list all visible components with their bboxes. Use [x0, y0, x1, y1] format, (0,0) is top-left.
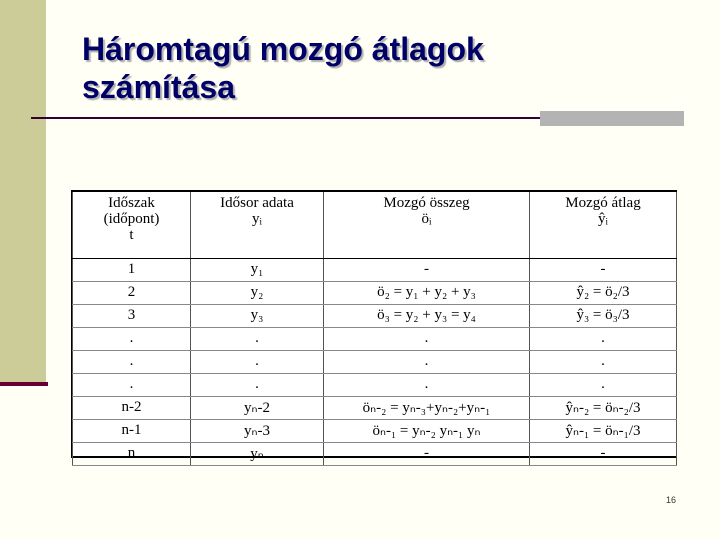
- cell-moving-average: .: [530, 350, 677, 373]
- table-row: [73, 373, 677, 396]
- cell-moving-average: -: [530, 442, 677, 465]
- header-series-line-1: Idősor adata: [220, 195, 294, 211]
- table-row: [73, 350, 677, 373]
- cell-moving-sum: öₙ-₁ = yₙ-₂ yₙ-₁ yₙ: [324, 419, 530, 442]
- table-row: [73, 327, 677, 350]
- table-row: [73, 419, 677, 442]
- header-series-line-2: yᵢ: [252, 211, 262, 227]
- header-avg-line-2: ŷᵢ: [598, 211, 608, 227]
- cell-moving-average: ŷₙ-₂ = öₙ-₂/3: [530, 396, 677, 419]
- cell-series-value: .: [191, 327, 324, 350]
- cell-series-value: y₂: [191, 281, 324, 304]
- slide-title-line-1: Háromtagú mozgó átlagok: [82, 31, 484, 67]
- cell-period: .: [73, 350, 191, 373]
- table-header-row: [73, 192, 677, 258]
- cell-moving-sum: -: [324, 442, 530, 465]
- header-moving-average: [530, 192, 677, 258]
- table-row: [73, 281, 677, 304]
- cell-moving-average: -: [530, 258, 677, 281]
- table-row: [73, 442, 677, 465]
- cell-moving-average: .: [530, 327, 677, 350]
- cell-period: .: [73, 327, 191, 350]
- header-series-value: [191, 192, 324, 258]
- cell-moving-sum: ö₃ = y₂ + y₃ = y₄: [324, 304, 530, 327]
- title-underline: [31, 117, 543, 119]
- cell-moving-average: ŷ₃ = ö₃/3: [530, 304, 677, 327]
- table-row: [73, 304, 677, 327]
- header-period: [73, 192, 191, 258]
- cell-series-value: yₙ-2: [191, 396, 324, 419]
- header-period-line-3: t: [129, 227, 134, 243]
- title-underline-accent: [540, 111, 684, 126]
- cell-moving-average: ŷₙ-₁ = öₙ-₁/3: [530, 419, 677, 442]
- cell-period: 2: [73, 281, 191, 304]
- cell-series-value: y₃: [191, 304, 324, 327]
- cell-moving-sum: ö₂ = y₁ + y₂ + y₃: [324, 281, 530, 304]
- table-row: [73, 396, 677, 419]
- table-row: [73, 258, 677, 281]
- header-sum-line-1: Mozgó összeg: [383, 195, 470, 211]
- cell-moving-sum: .: [324, 373, 530, 396]
- header-sum-line-2: öᵢ: [421, 211, 432, 227]
- cell-period: .: [73, 373, 191, 396]
- slide-title: [82, 30, 484, 106]
- cell-series-value: yₙ-3: [191, 419, 324, 442]
- moving-average-table: [71, 190, 677, 462]
- header-avg-line-1: Mozgó átlag: [565, 195, 641, 211]
- cell-series-value: .: [191, 350, 324, 373]
- header-period-line-2: (időpont): [103, 211, 160, 227]
- header-period-line-1: Időszak: [108, 195, 155, 211]
- cell-series-value: y₁: [191, 258, 324, 281]
- cell-period: n: [73, 442, 191, 465]
- cell-moving-sum: -: [324, 258, 530, 281]
- cell-moving-sum: .: [324, 350, 530, 373]
- cell-moving-average: ŷ₂ = ö₂/3: [530, 281, 677, 304]
- cell-series-value: .: [191, 373, 324, 396]
- cell-series-value: yₙ: [191, 442, 324, 465]
- cell-moving-average: .: [530, 373, 677, 396]
- page-number: 16: [666, 495, 677, 505]
- header-moving-sum: [324, 192, 530, 258]
- cell-moving-sum: .: [324, 327, 530, 350]
- slide-title-line-2: számítása: [82, 69, 235, 105]
- left-decorative-bar: [0, 0, 46, 386]
- cell-period: 1: [73, 258, 191, 281]
- cell-period: 3: [73, 304, 191, 327]
- cell-period: n-2: [73, 396, 191, 419]
- cell-moving-sum: öₙ-₂ = yₙ-₃+yₙ-₂+yₙ-₁: [324, 396, 530, 419]
- cell-period: n-1: [73, 419, 191, 442]
- left-bar-accent-line: [0, 382, 48, 386]
